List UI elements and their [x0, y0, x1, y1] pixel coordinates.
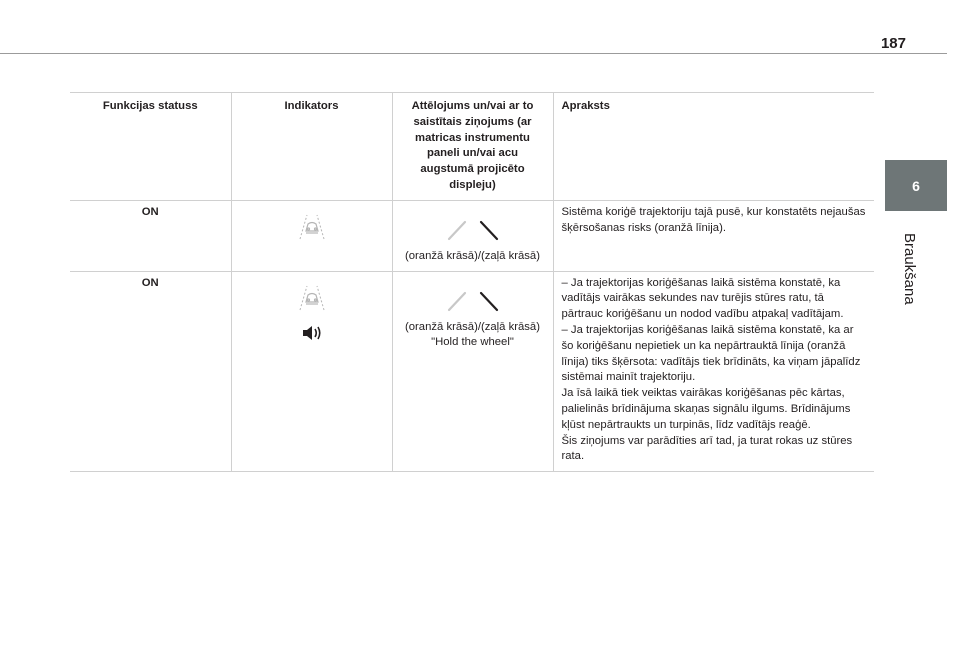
header-divider — [0, 53, 947, 54]
table-row — [70, 200, 874, 271]
description-paragraph: – Ja trajektorijas koriģēšanas laikā sistēma konstatē, ka ar šo koriģēšanu nepietiek un ka nepārtrauktā līnija (oranžā līnija) tiks šķērsota: vadītājs tiek brīdināts, ka viņam jāpalīdz sistēmai mainīt trajektoriju. — [561, 323, 861, 384]
column-header-indicator: Indikators — [231, 93, 392, 201]
page-number: 187 — [880, 35, 906, 52]
status-value: ON — [141, 205, 159, 218]
indicator-cell — [231, 200, 392, 271]
description-paragraph: Ja īsā laikā tiek veiktas vairākas koriģēšanas pēc kārtas, palielinās brīdinājuma skaņas signālu ilgums. Brīdinājums kļūst nepārtraukts un turpinās, līdz vadītājs reaģē. — [561, 387, 851, 431]
column-header-status: Funkcijas statuss — [70, 93, 231, 201]
indicator-cell — [231, 271, 392, 472]
audible-signal-icon — [301, 324, 323, 342]
column-header-display: Attēlojums un/vai ar to saistītais ziņojums (ar matricas instrumentu paneli un/vai acu augstumā projicēto displeju) — [392, 93, 553, 201]
table-header-row — [70, 93, 874, 201]
table-row — [70, 271, 874, 472]
chapter-title: Braukšana — [901, 233, 918, 305]
chapter-tab[interactable]: 6 — [885, 160, 947, 211]
status-cell — [70, 200, 231, 271]
display-message: "Hold the wheel" — [431, 336, 514, 349]
display-cell — [392, 200, 553, 271]
description-paragraph: – Ja trajektorijas koriģēšanas laikā sistēma konstatē, ka vadītājs vairākas sekundes nav turējis stūres ratu, tā pārtrauc koriģēšanu un nodod vadību atpakaļ vadītājam. — [561, 276, 844, 321]
description-cell — [553, 200, 874, 271]
display-text: (oranžā krāsā)/(zaļā krāsā) — [405, 249, 540, 262]
display-text: (oranžā krāsā)/(zaļā krāsā) — [405, 320, 540, 333]
lane-keeping-warning-icon — [294, 211, 330, 241]
column-header-description: Apraksts — [553, 93, 874, 201]
lane-keeping-status-table — [70, 92, 874, 472]
lane-keeping-warning-icon — [294, 282, 330, 312]
description-paragraph: Sistēma koriģē trajektoriju tajā pusē, kur konstatēts nejaušas šķērsošanas risks (oranžā līnija). — [561, 205, 866, 234]
description-paragraph: Šis ziņojums var parādīties arī tad, ja turat rokas uz stūres rata. — [561, 434, 853, 463]
status-cell — [70, 271, 231, 472]
status-value: ON — [141, 276, 159, 289]
lane-lines-icon — [443, 290, 503, 312]
display-cell — [392, 271, 553, 472]
lane-lines-icon — [443, 219, 503, 241]
description-cell — [553, 271, 874, 472]
